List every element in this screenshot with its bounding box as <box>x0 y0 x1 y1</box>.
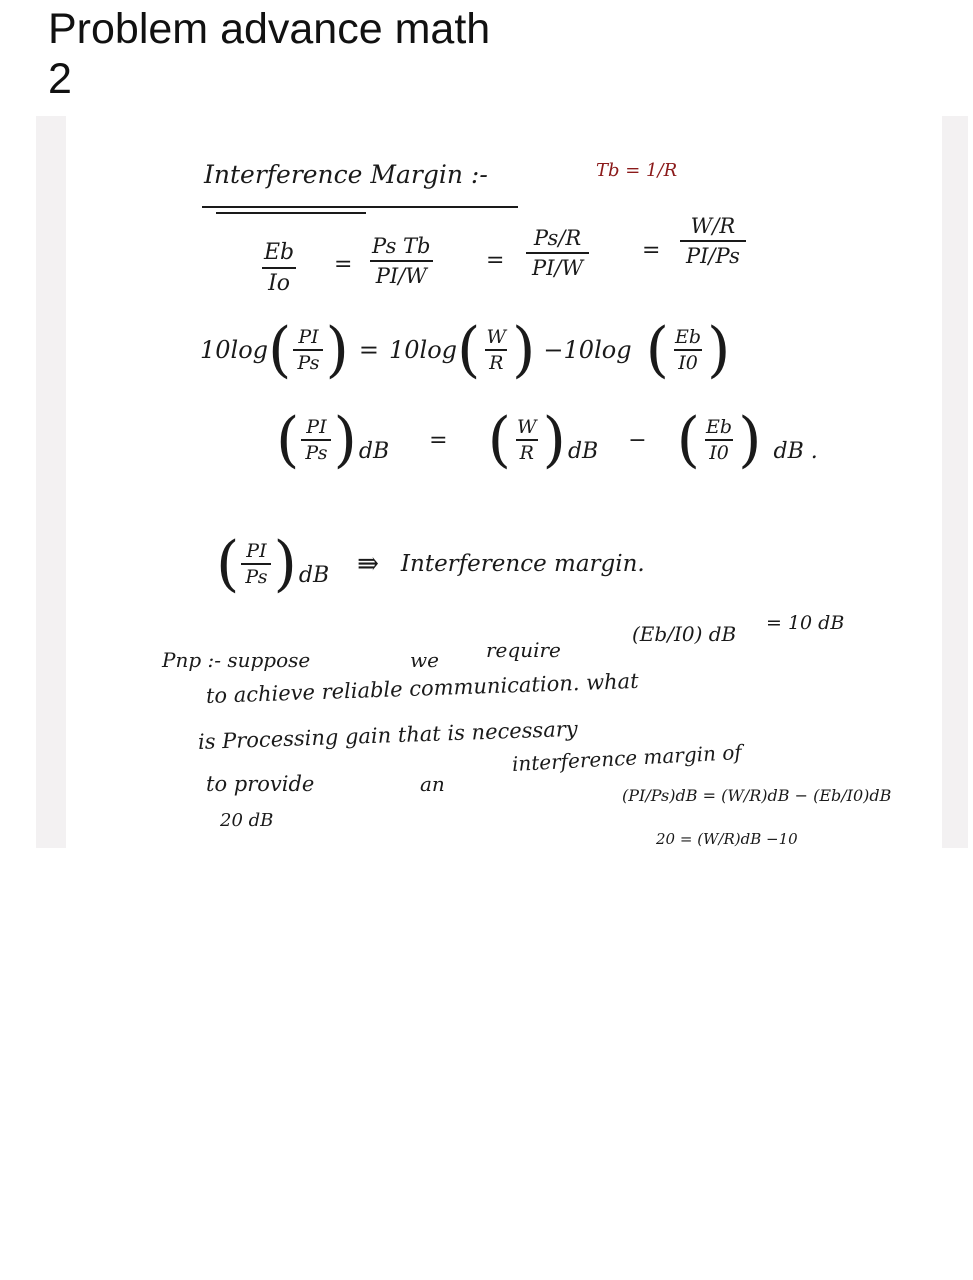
note-heading: Interference Margin :- <box>204 160 488 189</box>
eq2-minus: −10log <box>543 336 632 364</box>
eq3-w-den: R <box>516 439 538 464</box>
paren-open: ( <box>216 529 240 599</box>
eq2-equals: = <box>358 336 380 364</box>
heading-underline-2 <box>216 212 366 214</box>
eq2-p-den: Ps <box>293 349 323 374</box>
paren-open: ( <box>276 405 300 475</box>
sol-s1-a: (PI/Ps)dB <box>622 786 698 805</box>
eq1-term1-num: Ps Tb <box>372 234 431 258</box>
eq2-frac-e <box>671 326 705 374</box>
eq1-lhs-num: Eb <box>264 240 295 265</box>
paren-open: ( <box>645 315 669 385</box>
eq2-e-num: Eb <box>674 326 702 348</box>
eq2-w-num: W <box>486 326 506 348</box>
eq1-term1-den: PI/W <box>370 260 433 288</box>
paren-open: ( <box>487 405 511 475</box>
sol-s1-c: (Eb/I0)dB <box>813 786 892 805</box>
sol-s1-eq: = <box>702 786 717 805</box>
eq3-frac-p <box>301 416 331 464</box>
problem-line1-c: require <box>486 638 561 662</box>
eq2-log1: 10log <box>200 336 269 364</box>
paren-close: ) <box>542 405 566 475</box>
page-title <box>48 4 490 104</box>
eq4-p-num: PI <box>246 540 267 562</box>
eq1-term1 <box>366 234 436 288</box>
paren-close: ) <box>512 315 536 385</box>
paren-open: ( <box>268 315 292 385</box>
problem-line5: 20 dB <box>220 810 274 831</box>
paren-open: ( <box>676 405 701 475</box>
eq3-frac-e <box>702 416 736 464</box>
paren-close: ) <box>273 529 297 599</box>
heading-underline <box>202 206 518 208</box>
problem-line1-a: Pnp :- suppose <box>162 648 311 672</box>
eq3-frac-w <box>513 416 541 464</box>
paren-open: ( <box>457 315 481 385</box>
eq3-e-den: I0 <box>705 439 733 464</box>
implies-arrow: ⇛ <box>357 549 379 579</box>
problem-line4-b: an <box>420 772 445 796</box>
eq2-e-den: I0 <box>674 349 702 374</box>
eq2-w-den: R <box>485 349 507 374</box>
eq3-w-num: W <box>516 416 537 438</box>
sol-s1-b: (W/R)dB <box>721 786 790 805</box>
eq4-p-den: Ps <box>241 563 271 588</box>
eq3-sub2: dB <box>567 439 599 464</box>
eq1-equals-1: = <box>334 252 353 277</box>
eq3-sub1: dB <box>358 439 390 464</box>
paren-close: ) <box>325 315 349 385</box>
handwritten-note-image <box>36 116 968 848</box>
eq2-frac-p <box>293 326 323 374</box>
paren-close: ) <box>707 315 731 385</box>
eq1-term2-num: Ps/R <box>533 226 582 250</box>
eq4-sub: dB <box>298 563 330 588</box>
eq3-e-num: Eb <box>706 416 733 438</box>
eq1-lhs-den: Io <box>262 267 296 296</box>
paren-close: ) <box>333 405 357 475</box>
eq3-minus: − <box>628 427 647 453</box>
eq1-lhs <box>258 240 300 296</box>
problem-line2: to achieve reliable communication. what <box>205 668 639 708</box>
note-paper <box>66 116 942 848</box>
title-line-2: 2 <box>48 55 72 103</box>
eq4-row <box>216 529 645 599</box>
eq2-p-num: PI <box>298 326 319 348</box>
eq4-frac-p <box>241 540 271 588</box>
eq1-term2-den: PI/W <box>526 252 589 280</box>
problem-line4-c: interference margin of <box>511 739 743 776</box>
heading-aside: Tb = 1/R <box>596 160 678 181</box>
solution-step2: 20 = (W/R)dB −10 <box>656 830 798 848</box>
eq3-sub3: dB . <box>773 439 818 464</box>
eq2-frac-w <box>482 326 510 374</box>
eq2-log2: 10log <box>389 336 458 364</box>
problem-line1-e: = 10 dB <box>766 612 845 634</box>
title-line-1: Problem advance math <box>48 5 491 53</box>
eq1-equals-3: = <box>642 238 661 263</box>
paren-close: ) <box>738 405 762 475</box>
sol-s1-minus: − <box>794 786 808 805</box>
problem-line3: is Processing gain that is necessary <box>197 716 579 754</box>
eq1-equals-2: = <box>486 248 505 273</box>
eq1-term2 <box>526 226 589 280</box>
eq1-term3-num: W/R <box>690 214 736 238</box>
eq3-equals: = <box>429 427 448 453</box>
problem-line1-d: (Eb/I0) dB <box>632 622 737 646</box>
eq3-p-den: Ps <box>301 439 331 464</box>
eq4-text: Interference margin. <box>400 551 645 577</box>
eq3-p-num: PI <box>306 416 327 438</box>
eq1-term3 <box>680 214 746 268</box>
eq2-row <box>200 315 731 385</box>
solution-step1 <box>622 786 891 805</box>
problem-line1-b: we <box>410 648 439 672</box>
problem-line4-a: to provide <box>206 772 315 796</box>
eq1-term3-den: PI/Ps <box>680 240 746 268</box>
eq3-row <box>276 405 818 475</box>
